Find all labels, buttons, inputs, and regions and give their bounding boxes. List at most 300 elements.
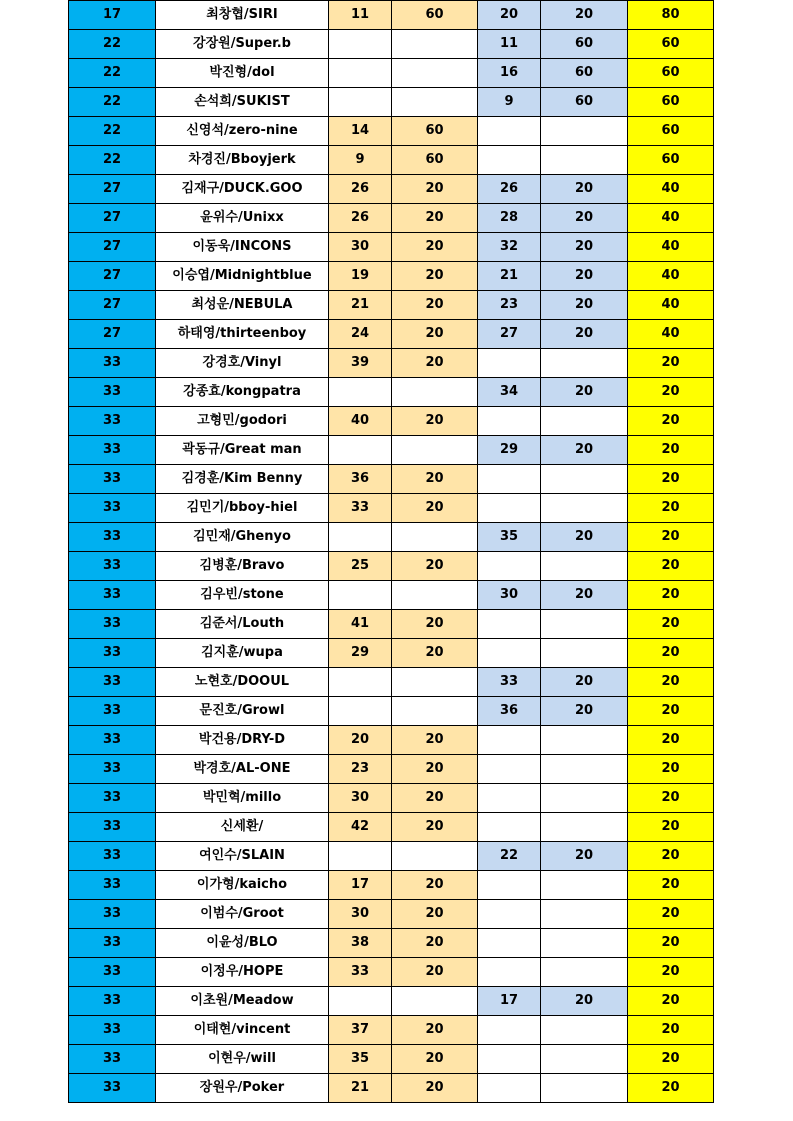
rank-cell: 27: [69, 291, 156, 320]
player-name-cell: 이태현/vincent: [156, 1016, 329, 1045]
rank-cell: 22: [69, 59, 156, 88]
player-name-cell: 강경호/Vinyl: [156, 349, 329, 378]
stage1-rank-cell: 11: [329, 1, 392, 30]
stage2-rank-cell: 26: [478, 175, 541, 204]
stage2-points-cell: 20: [541, 204, 628, 233]
stage2-rank-cell: 30: [478, 581, 541, 610]
stage2-rank-cell: 34: [478, 378, 541, 407]
stage1-points-cell: 20: [392, 465, 478, 494]
stage1-rank-cell: 9: [329, 146, 392, 175]
stage2-points-cell: 20: [541, 436, 628, 465]
rank-cell: 33: [69, 494, 156, 523]
stage2-rank-cell: [478, 349, 541, 378]
stage2-rank-cell: [478, 1045, 541, 1074]
stage1-rank-cell: 36: [329, 465, 392, 494]
total-points-cell: 20: [628, 407, 714, 436]
rank-cell: 27: [69, 204, 156, 233]
total-points-cell: 60: [628, 146, 714, 175]
stage1-rank-cell: 19: [329, 262, 392, 291]
table-row: [69, 929, 714, 958]
total-points-cell: 40: [628, 291, 714, 320]
player-name-cell: 곽동규/Great man: [156, 436, 329, 465]
stage2-points-cell: [541, 117, 628, 146]
player-name-cell: 이윤성/BLO: [156, 929, 329, 958]
stage2-rank-cell: 28: [478, 204, 541, 233]
stage1-rank-cell: 24: [329, 320, 392, 349]
player-name-cell: 이초원/Meadow: [156, 987, 329, 1016]
stage1-rank-cell: [329, 30, 392, 59]
rank-cell: 33: [69, 871, 156, 900]
stage2-rank-cell: 23: [478, 291, 541, 320]
stage2-rank-cell: [478, 958, 541, 987]
stage1-rank-cell: [329, 668, 392, 697]
stage1-points-cell: 20: [392, 407, 478, 436]
stage1-rank-cell: [329, 88, 392, 117]
player-name-cell: 박진형/dol: [156, 59, 329, 88]
stage1-rank-cell: [329, 378, 392, 407]
stage1-rank-cell: 26: [329, 175, 392, 204]
stage1-rank-cell: 30: [329, 900, 392, 929]
stage2-rank-cell: 32: [478, 233, 541, 262]
rank-cell: 33: [69, 813, 156, 842]
stage2-points-cell: [541, 1016, 628, 1045]
stage2-rank-cell: [478, 726, 541, 755]
rank-cell: 33: [69, 523, 156, 552]
stage2-points-cell: [541, 871, 628, 900]
stage1-points-cell: 20: [392, 291, 478, 320]
stage2-points-cell: 20: [541, 233, 628, 262]
player-name-cell: 김병훈/Bravo: [156, 552, 329, 581]
stage1-rank-cell: 42: [329, 813, 392, 842]
table-row: [69, 1016, 714, 1045]
player-name-cell: 김민기/bboy-hiel: [156, 494, 329, 523]
stage1-points-cell: 20: [392, 929, 478, 958]
player-name-cell: 신영석/zero-nine: [156, 117, 329, 146]
total-points-cell: 20: [628, 697, 714, 726]
player-name-cell: 김지훈/wupa: [156, 639, 329, 668]
stage2-rank-cell: 9: [478, 88, 541, 117]
table-row: [69, 175, 714, 204]
table-row: [69, 146, 714, 175]
total-points-cell: 60: [628, 30, 714, 59]
stage1-points-cell: [392, 581, 478, 610]
stage1-points-cell: [392, 987, 478, 1016]
player-name-cell: 노현호/DOOUL: [156, 668, 329, 697]
rank-cell: 22: [69, 30, 156, 59]
stage1-points-cell: 20: [392, 639, 478, 668]
stage1-points-cell: 60: [392, 1, 478, 30]
total-points-cell: 20: [628, 813, 714, 842]
stage1-points-cell: [392, 842, 478, 871]
stage1-rank-cell: [329, 436, 392, 465]
player-name-cell: 김민재/Ghenyo: [156, 523, 329, 552]
stage1-rank-cell: 33: [329, 494, 392, 523]
player-name-cell: 장원우/Poker: [156, 1074, 329, 1103]
stage1-points-cell: [392, 668, 478, 697]
total-points-cell: 20: [628, 871, 714, 900]
total-points-cell: 20: [628, 1045, 714, 1074]
stage1-rank-cell: 29: [329, 639, 392, 668]
player-name-cell: 하태영/thirteenboy: [156, 320, 329, 349]
stage1-points-cell: 20: [392, 1074, 478, 1103]
table-row: [69, 610, 714, 639]
stage2-points-cell: [541, 958, 628, 987]
stage2-points-cell: [541, 494, 628, 523]
stage2-rank-cell: 16: [478, 59, 541, 88]
stage2-rank-cell: [478, 146, 541, 175]
total-points-cell: 20: [628, 436, 714, 465]
stage2-rank-cell: 27: [478, 320, 541, 349]
stage1-points-cell: 20: [392, 320, 478, 349]
stage2-points-cell: 60: [541, 59, 628, 88]
total-points-cell: 20: [628, 726, 714, 755]
total-points-cell: 80: [628, 1, 714, 30]
player-name-cell: 이동욱/INCONS: [156, 233, 329, 262]
stage2-points-cell: [541, 726, 628, 755]
stage2-rank-cell: [478, 639, 541, 668]
stage1-points-cell: [392, 88, 478, 117]
stage2-points-cell: 20: [541, 1, 628, 30]
stage2-points-cell: [541, 755, 628, 784]
rank-cell: 33: [69, 755, 156, 784]
stage2-points-cell: 20: [541, 523, 628, 552]
stage2-points-cell: [541, 813, 628, 842]
table-row: [69, 668, 714, 697]
rank-cell: 33: [69, 668, 156, 697]
player-name-cell: 손석희/SUKIST: [156, 88, 329, 117]
stage2-points-cell: [541, 929, 628, 958]
stage1-points-cell: 20: [392, 871, 478, 900]
total-points-cell: 20: [628, 987, 714, 1016]
rank-cell: 27: [69, 320, 156, 349]
stage1-rank-cell: 38: [329, 929, 392, 958]
stage1-points-cell: 60: [392, 146, 478, 175]
stage1-points-cell: 20: [392, 610, 478, 639]
stage2-points-cell: 20: [541, 697, 628, 726]
stage2-points-cell: 20: [541, 175, 628, 204]
table-row: [69, 523, 714, 552]
table-row: [69, 465, 714, 494]
rank-cell: 33: [69, 581, 156, 610]
stage2-points-cell: 20: [541, 291, 628, 320]
table-row: [69, 30, 714, 59]
stage2-rank-cell: [478, 610, 541, 639]
total-points-cell: 20: [628, 842, 714, 871]
table-row: [69, 1074, 714, 1103]
table-row: [69, 262, 714, 291]
stage1-rank-cell: 37: [329, 1016, 392, 1045]
table-row: [69, 755, 714, 784]
stage1-rank-cell: 21: [329, 1074, 392, 1103]
stage1-rank-cell: 39: [329, 349, 392, 378]
total-points-cell: 20: [628, 755, 714, 784]
stage1-points-cell: 20: [392, 349, 478, 378]
player-name-cell: 강종효/kongpatra: [156, 378, 329, 407]
table-row: [69, 59, 714, 88]
stage1-points-cell: 20: [392, 552, 478, 581]
stage2-points-cell: [541, 900, 628, 929]
stage1-points-cell: 20: [392, 784, 478, 813]
rank-cell: 33: [69, 958, 156, 987]
rank-cell: 22: [69, 117, 156, 146]
stage1-points-cell: [392, 59, 478, 88]
stage2-rank-cell: 29: [478, 436, 541, 465]
rank-cell: 33: [69, 1074, 156, 1103]
stage2-points-cell: 60: [541, 88, 628, 117]
stage1-points-cell: [392, 378, 478, 407]
stage2-points-cell: [541, 1045, 628, 1074]
rank-cell: 33: [69, 407, 156, 436]
stage2-rank-cell: [478, 813, 541, 842]
table-row: [69, 233, 714, 262]
stage2-rank-cell: [478, 465, 541, 494]
total-points-cell: 20: [628, 639, 714, 668]
stage1-rank-cell: 40: [329, 407, 392, 436]
stage1-rank-cell: [329, 842, 392, 871]
rank-cell: 33: [69, 929, 156, 958]
total-points-cell: 40: [628, 262, 714, 291]
table-row: [69, 349, 714, 378]
rank-cell: 33: [69, 697, 156, 726]
stage1-rank-cell: 30: [329, 784, 392, 813]
stage1-points-cell: 20: [392, 175, 478, 204]
total-points-cell: 20: [628, 465, 714, 494]
stage2-rank-cell: [478, 494, 541, 523]
table-row: [69, 987, 714, 1016]
player-name-cell: 김경훈/Kim Benny: [156, 465, 329, 494]
table-row: [69, 958, 714, 987]
total-points-cell: 20: [628, 581, 714, 610]
total-points-cell: 20: [628, 929, 714, 958]
total-points-cell: 20: [628, 349, 714, 378]
stage1-rank-cell: 41: [329, 610, 392, 639]
rank-cell: 33: [69, 842, 156, 871]
player-name-cell: 최창협/SIRI: [156, 1, 329, 30]
stage1-points-cell: 20: [392, 900, 478, 929]
stage2-points-cell: [541, 349, 628, 378]
stage2-points-cell: [541, 407, 628, 436]
stage2-points-cell: 20: [541, 262, 628, 291]
stage1-rank-cell: [329, 59, 392, 88]
total-points-cell: 20: [628, 494, 714, 523]
table-row: [69, 436, 714, 465]
total-points-cell: 20: [628, 668, 714, 697]
rank-cell: 33: [69, 639, 156, 668]
stage2-rank-cell: [478, 784, 541, 813]
table-row: [69, 813, 714, 842]
player-name-cell: 문진호/Growl: [156, 697, 329, 726]
total-points-cell: 60: [628, 59, 714, 88]
stage2-points-cell: [541, 465, 628, 494]
stage1-points-cell: 20: [392, 262, 478, 291]
player-name-cell: 신세환/: [156, 813, 329, 842]
player-name-cell: 이현우/will: [156, 1045, 329, 1074]
stage1-points-cell: 20: [392, 726, 478, 755]
stage2-points-cell: 20: [541, 581, 628, 610]
stage2-points-cell: 20: [541, 378, 628, 407]
player-name-cell: 김준서/Louth: [156, 610, 329, 639]
total-points-cell: 20: [628, 784, 714, 813]
table-row: [69, 117, 714, 146]
rank-cell: 33: [69, 784, 156, 813]
rank-cell: 17: [69, 1, 156, 30]
player-name-cell: 박민혁/millo: [156, 784, 329, 813]
stage1-points-cell: 20: [392, 204, 478, 233]
player-name-cell: 차경진/Bboyjerk: [156, 146, 329, 175]
rank-cell: 33: [69, 726, 156, 755]
player-name-cell: 이범수/Groot: [156, 900, 329, 929]
stage2-rank-cell: 21: [478, 262, 541, 291]
stage2-rank-cell: 11: [478, 30, 541, 59]
total-points-cell: 40: [628, 204, 714, 233]
player-name-cell: 이승엽/Midnightblue: [156, 262, 329, 291]
stage2-rank-cell: [478, 755, 541, 784]
stage1-points-cell: 20: [392, 813, 478, 842]
stage2-rank-cell: 22: [478, 842, 541, 871]
rank-cell: 33: [69, 900, 156, 929]
stage1-rank-cell: 25: [329, 552, 392, 581]
ranking-table: [68, 0, 714, 1103]
stage1-rank-cell: 17: [329, 871, 392, 900]
player-name-cell: 고형민/godori: [156, 407, 329, 436]
stage1-rank-cell: 35: [329, 1045, 392, 1074]
player-name-cell: 여인수/SLAIN: [156, 842, 329, 871]
stage2-rank-cell: 20: [478, 1, 541, 30]
stage2-points-cell: 20: [541, 842, 628, 871]
total-points-cell: 20: [628, 610, 714, 639]
stage1-points-cell: 20: [392, 958, 478, 987]
total-points-cell: 40: [628, 233, 714, 262]
stage2-rank-cell: [478, 552, 541, 581]
rank-cell: 22: [69, 88, 156, 117]
stage2-points-cell: [541, 1074, 628, 1103]
rank-cell: 33: [69, 987, 156, 1016]
total-points-cell: 20: [628, 378, 714, 407]
total-points-cell: 20: [628, 958, 714, 987]
stage1-points-cell: [392, 436, 478, 465]
table-row: [69, 407, 714, 436]
table-row: [69, 1, 714, 30]
stage1-rank-cell: 26: [329, 204, 392, 233]
stage1-points-cell: 20: [392, 233, 478, 262]
stage1-rank-cell: 23: [329, 755, 392, 784]
stage1-rank-cell: 21: [329, 291, 392, 320]
table-row: [69, 1045, 714, 1074]
stage2-points-cell: 60: [541, 30, 628, 59]
stage2-points-cell: [541, 552, 628, 581]
stage1-rank-cell: [329, 523, 392, 552]
table-row: [69, 88, 714, 117]
player-name-cell: 이정우/HOPE: [156, 958, 329, 987]
ranking-table-body: [69, 1, 714, 1103]
table-row: [69, 900, 714, 929]
stage2-rank-cell: [478, 407, 541, 436]
player-name-cell: 최성운/NEBULA: [156, 291, 329, 320]
table-row: [69, 378, 714, 407]
stage2-rank-cell: 33: [478, 668, 541, 697]
total-points-cell: 40: [628, 320, 714, 349]
table-row: [69, 842, 714, 871]
stage2-rank-cell: [478, 1016, 541, 1045]
stage2-points-cell: [541, 610, 628, 639]
stage2-points-cell: [541, 639, 628, 668]
player-name-cell: 윤위수/Unixx: [156, 204, 329, 233]
rank-cell: 27: [69, 233, 156, 262]
stage1-points-cell: [392, 523, 478, 552]
table-row: [69, 204, 714, 233]
rank-cell: 27: [69, 262, 156, 291]
total-points-cell: 60: [628, 117, 714, 146]
table-row: [69, 726, 714, 755]
table-row: [69, 639, 714, 668]
stage1-points-cell: 20: [392, 1016, 478, 1045]
rank-cell: 33: [69, 1016, 156, 1045]
stage2-rank-cell: 36: [478, 697, 541, 726]
stage2-rank-cell: [478, 117, 541, 146]
stage2-points-cell: 20: [541, 668, 628, 697]
stage1-rank-cell: 30: [329, 233, 392, 262]
rank-cell: 27: [69, 175, 156, 204]
total-points-cell: 20: [628, 1074, 714, 1103]
stage1-rank-cell: 14: [329, 117, 392, 146]
rank-cell: 33: [69, 552, 156, 581]
total-points-cell: 40: [628, 175, 714, 204]
rank-cell: 33: [69, 436, 156, 465]
stage2-rank-cell: [478, 1074, 541, 1103]
stage1-points-cell: 60: [392, 117, 478, 146]
player-name-cell: 이가형/kaicho: [156, 871, 329, 900]
player-name-cell: 강장원/Super.b: [156, 30, 329, 59]
player-name-cell: 박경호/AL-ONE: [156, 755, 329, 784]
stage2-rank-cell: [478, 929, 541, 958]
total-points-cell: 20: [628, 900, 714, 929]
rank-cell: 33: [69, 349, 156, 378]
stage1-rank-cell: 20: [329, 726, 392, 755]
total-points-cell: 20: [628, 1016, 714, 1045]
stage2-rank-cell: [478, 900, 541, 929]
stage1-rank-cell: [329, 697, 392, 726]
stage2-points-cell: 20: [541, 987, 628, 1016]
table-row: [69, 871, 714, 900]
rank-cell: 33: [69, 378, 156, 407]
player-name-cell: 김재구/DUCK.GOO: [156, 175, 329, 204]
rank-cell: 33: [69, 1045, 156, 1074]
table-row: [69, 552, 714, 581]
stage1-rank-cell: [329, 581, 392, 610]
total-points-cell: 20: [628, 523, 714, 552]
table-row: [69, 697, 714, 726]
table-row: [69, 291, 714, 320]
table-row: [69, 494, 714, 523]
stage1-rank-cell: [329, 987, 392, 1016]
table-row: [69, 581, 714, 610]
rank-cell: 22: [69, 146, 156, 175]
stage1-points-cell: 20: [392, 494, 478, 523]
stage2-points-cell: [541, 146, 628, 175]
stage2-rank-cell: [478, 871, 541, 900]
rank-cell: 33: [69, 610, 156, 639]
stage2-rank-cell: 35: [478, 523, 541, 552]
stage1-points-cell: 20: [392, 1045, 478, 1074]
stage2-points-cell: [541, 784, 628, 813]
player-name-cell: 박건용/DRY-D: [156, 726, 329, 755]
rank-cell: 33: [69, 465, 156, 494]
stage2-rank-cell: 17: [478, 987, 541, 1016]
player-name-cell: 김우빈/stone: [156, 581, 329, 610]
total-points-cell: 20: [628, 552, 714, 581]
table-row: [69, 784, 714, 813]
stage2-points-cell: 20: [541, 320, 628, 349]
